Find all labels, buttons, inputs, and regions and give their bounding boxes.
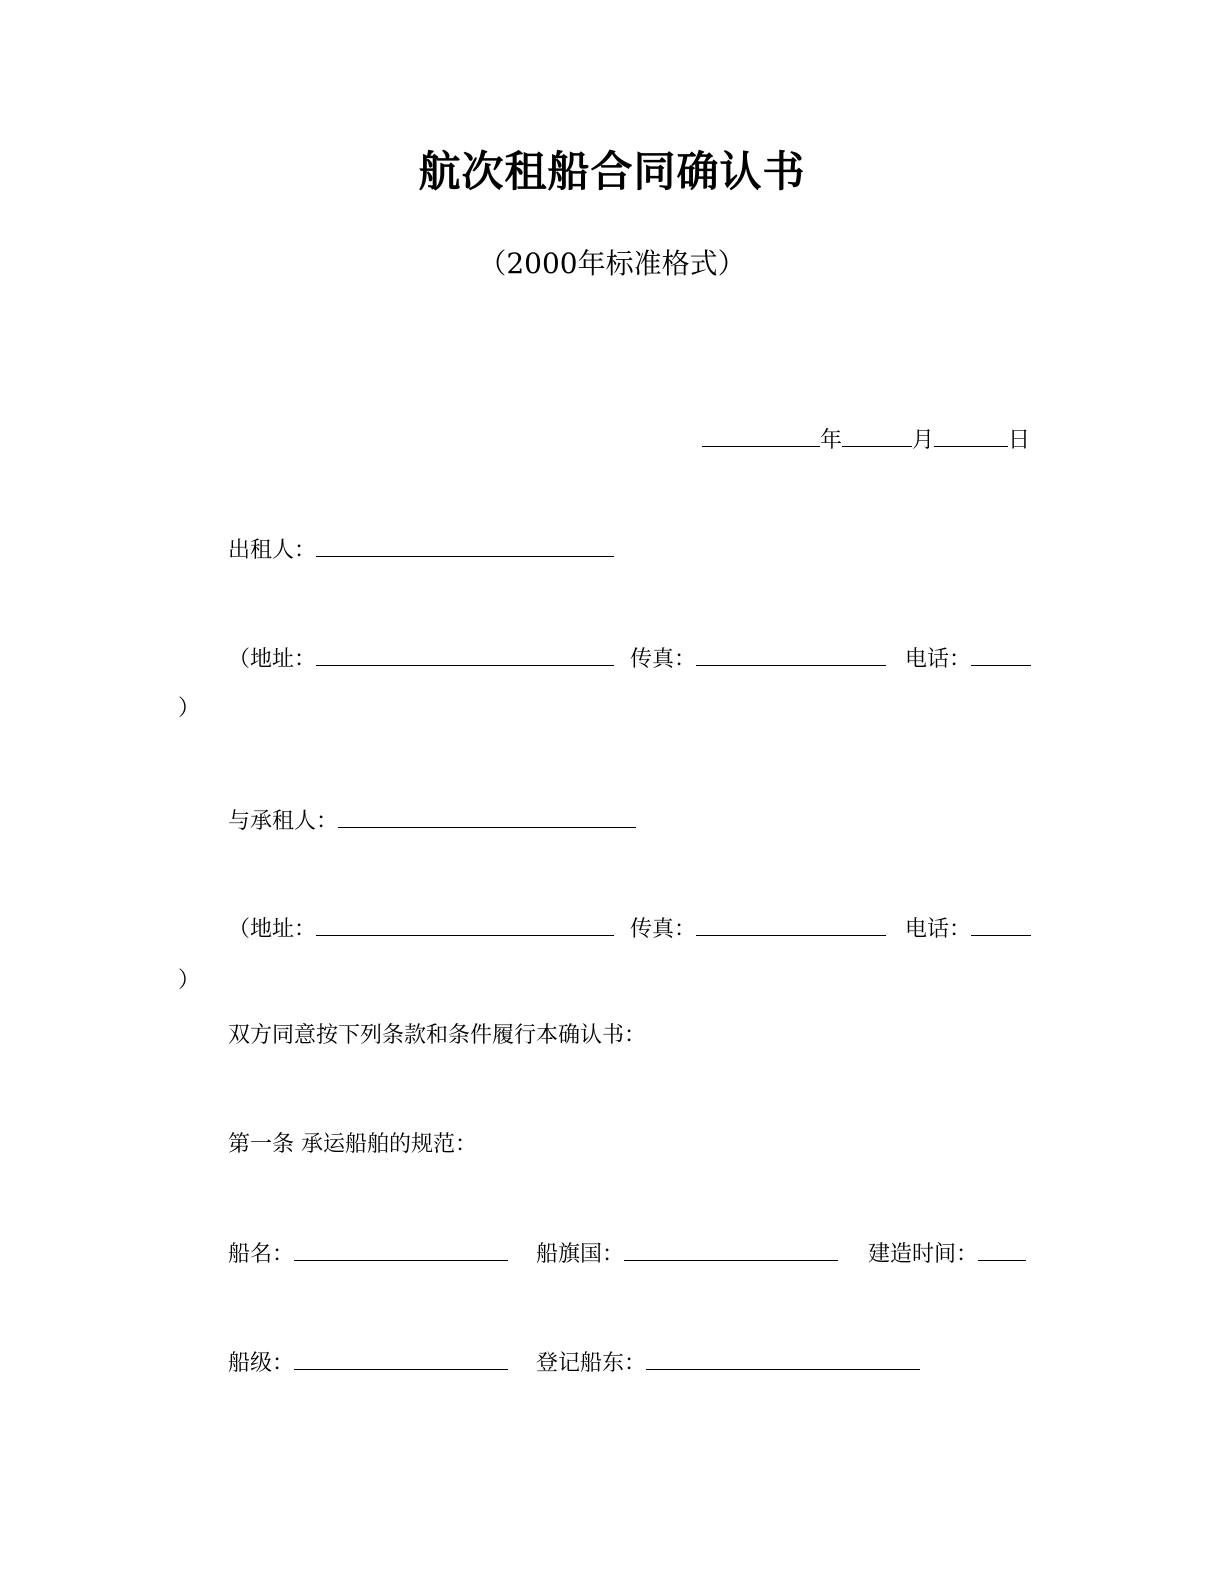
date-line (702, 424, 1030, 456)
lessee-phone-group (905, 913, 1031, 945)
build-time-label: 建造时间： (868, 1242, 979, 1267)
lessee-label: 与承租人： (228, 809, 339, 834)
lessor-phone-label: 电话： (905, 647, 972, 672)
lessee-address-label: （地址： (228, 917, 317, 942)
ship-name-label: 船名： (228, 1242, 295, 1267)
lessor-phone-group (905, 643, 1031, 675)
day-field[interactable] (934, 424, 1008, 447)
flag-label: 船旗国： (536, 1242, 625, 1267)
lessee-phone-label: 电话： (905, 917, 972, 942)
lessee-contact-line (228, 913, 614, 945)
year-label: 年 (820, 428, 843, 453)
article1-heading: 第一条 承运船舶的规范： (228, 1132, 477, 1157)
month-label: 月 (912, 428, 935, 453)
page-title: 航次租船合同确认书 (418, 147, 806, 196)
lessee-close-paren: ） (178, 968, 201, 993)
lessee-field[interactable] (338, 805, 636, 828)
lessor-fax-field[interactable] (696, 643, 886, 666)
lessee-fax-group (630, 913, 886, 945)
lessor-address-field[interactable] (316, 643, 614, 666)
lessor-label: 出租人： (228, 538, 317, 563)
lessee-fax-label: 传真： (630, 917, 697, 942)
lessor-address-label: （地址： (228, 647, 317, 672)
class-group (228, 1347, 508, 1379)
owner-group (536, 1347, 920, 1379)
flag-field[interactable] (624, 1238, 838, 1261)
page-subtitle: （2000年标准格式） (478, 247, 746, 280)
lessee-line (228, 805, 636, 837)
class-label: 船级： (228, 1351, 295, 1376)
day-label: 日 (1008, 428, 1031, 453)
lessor-field[interactable] (316, 534, 614, 557)
flag-group (536, 1238, 838, 1270)
build-time-group (868, 1238, 1026, 1270)
ship-name-group (228, 1238, 508, 1270)
owner-label: 登记船东： (536, 1351, 647, 1376)
ship-name-field[interactable] (294, 1238, 508, 1261)
class-field[interactable] (294, 1347, 508, 1370)
month-field[interactable] (842, 424, 912, 447)
lessee-fax-field[interactable] (696, 913, 886, 936)
year-field[interactable] (702, 424, 820, 447)
lessee-phone-field[interactable] (971, 913, 1031, 936)
lessor-fax-group (630, 643, 886, 675)
agreement-text: 双方同意按下列条款和条件履行本确认书： (228, 1023, 647, 1048)
lessor-line (228, 534, 614, 566)
lessor-contact-line (228, 643, 614, 675)
lessor-fax-label: 传真： (630, 647, 697, 672)
lessor-phone-field[interactable] (971, 643, 1031, 666)
lessor-close-paren: ） (178, 696, 201, 721)
owner-field[interactable] (646, 1347, 920, 1370)
build-time-field[interactable] (978, 1238, 1026, 1261)
lessee-address-field[interactable] (316, 913, 614, 936)
